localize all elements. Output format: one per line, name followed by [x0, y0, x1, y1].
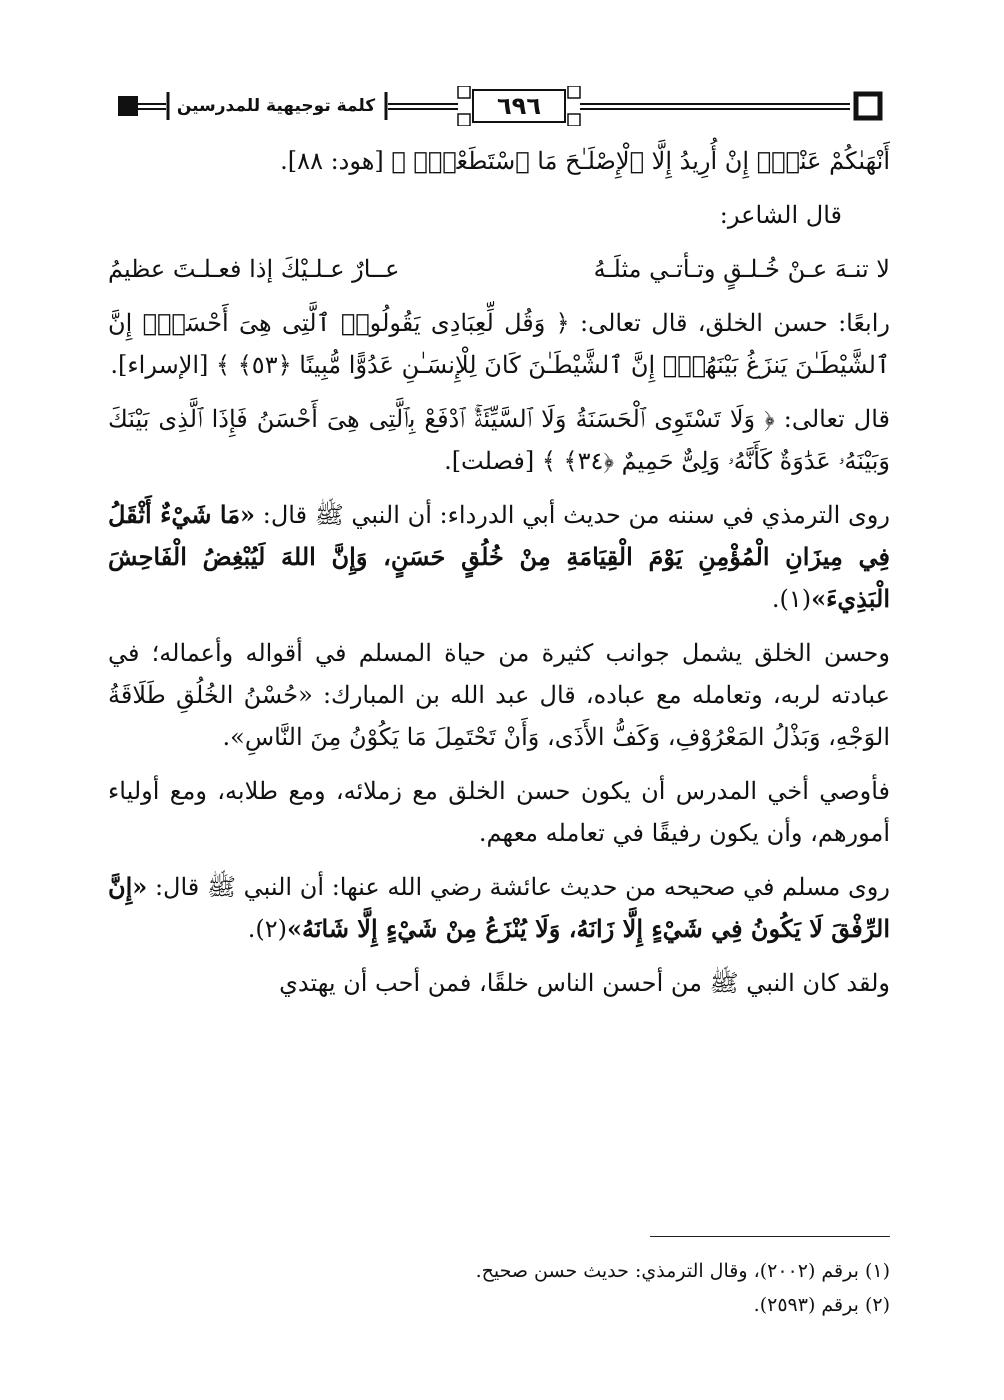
paragraph-advice: فأوصي أخي المدرس أن يكون حسن الخلق مع زملائه، ومع طلابه، ومع أولياء أمورهم، وأن يكون رفيقًا في تعامله معهم. [108, 777, 890, 847]
paragraph-fussilat: قال تعالى: ﴿ وَلَا تَسْتَوِى ٱلْحَسَنَةُ وَلَا ٱلسَّيِّئَةُۚ ٱدْفَعْ بِٱلَّتِى هِىَ أَحْسَنُ فَإِذَا ٱلَّذِى بَيْنَكَ وَبَيْنَهُۥ عَدَٰوَةٌ كَأَنَّهُۥ وَلِىٌّ حَمِيمٌ ﴿٣٤﴾ ﴾ [فصلت]. [108, 405, 890, 475]
poetry-verse [108, 248, 890, 290]
footnotes [108, 1254, 890, 1322]
verse-second-hemistich: عــارٌ عـلـيْكَ إذا فعـلـتَ عظيمُ [108, 255, 400, 283]
running-title: كلمة توجيهية للمدرسين [176, 96, 376, 116]
paragraph-husn-khuluq: وحسن الخلق يشمل جوانب كثيرة من حياة المسلم في أقواله وأعماله؛ في عبادته لربه، وتعامله مع عباده، قال عبد الله بن المبارك: «حُسْنُ الخُلُقِ طَلَاقَةُ الوَجْهِ، وَبَذْلُ المَعْرُوْفِ، وَكَفُّ الأَذَى، وَأَنْ تَحْتَمِلَ مَا يَكُوْنُ مِنَ النَّاسِ». [108, 639, 890, 751]
footnote-ref-1: (١). [771, 585, 812, 613]
verse-first-hemistich: لا تنـهَ عـنْ خُـلـقٍ وتـأتـي مثلَـهُ [593, 255, 890, 283]
poet-intro: قال الشاعر: [719, 201, 842, 229]
footnote-ref-2: (٢). [247, 915, 287, 943]
page-number: ٦٩٦ [497, 92, 541, 120]
page-header [118, 86, 890, 126]
paragraph-muslim [108, 866, 890, 950]
paragraph-tirmidhi [108, 494, 890, 620]
tirmidhi-hadith: «مَا شَيْءٌ أَثْقَلُ فِي مِيزَانِ الْمُؤْمِنِ يَوْمَ الْقِيَامَةِ مِنْ خُلُقٍ حَسَنٍ، وَإِنَّ اللهَ لَيُبْغِضُ الْفَاحِشَ الْبَذِيءَ» [108, 500, 890, 613]
muslim-hadith: «إِنَّ الرِّفْقَ لَا يَكُونُ فِي شَيْءٍ إِلَّا زَانَهُ، وَلَا يُنْزَعُ مِنْ شَيْءٍ إِلَّا شَانَهُ» [108, 872, 890, 943]
footnote-separator [650, 1236, 890, 1237]
paragraph-good-character: رابعًا: حسن الخلق، قال تعالى: ﴿ وَقُل لِّعِبَادِى يَقُولُوا۟ ٱلَّتِى هِىَ أَحْسَنُۚ إِنَّ ٱلشَّيْطَـٰنَ يَنزَغُ بَيْنَهُمْۚ إِنَّ ٱلشَّيْطَـٰنَ كَانَ لِلْإِنسَـٰنِ عَدُوًّا مُّبِينًا ﴿٥٣﴾ ﴾ [الإسراء]. [108, 309, 890, 379]
paragraph-last: ولقد كان النبي ﷺ من أحسن الناس خلقًا، فمن أحب أن يهتدي [279, 969, 890, 997]
page-body [108, 140, 890, 1016]
tirmidhi-intro: روى الترمذي في سننه من حديث أبي الدرداء: أن النبي ﷺ قال: [262, 501, 890, 529]
footnote-2: (٢) برقم (٢٥٩٣). [753, 1294, 890, 1316]
muslim-intro: روى مسلم في صحيحه من حديث عائشة رضي الله عنها: أن النبي ﷺ قال: [154, 873, 890, 901]
footnote-1: (١) برقم (٢٠٠٢)، وقال الترمذي: حديث حسن صحيح. [475, 1260, 890, 1282]
quran-continuation: أَنْهَىٰكُمْ عَنْهُۚ إِنْ أُرِيدُ إِلَّا ٱلْإِصْلَـٰحَ مَا ٱسْتَطَعْتُۚ ﴾ [هود: ٨٨]. [280, 147, 890, 175]
